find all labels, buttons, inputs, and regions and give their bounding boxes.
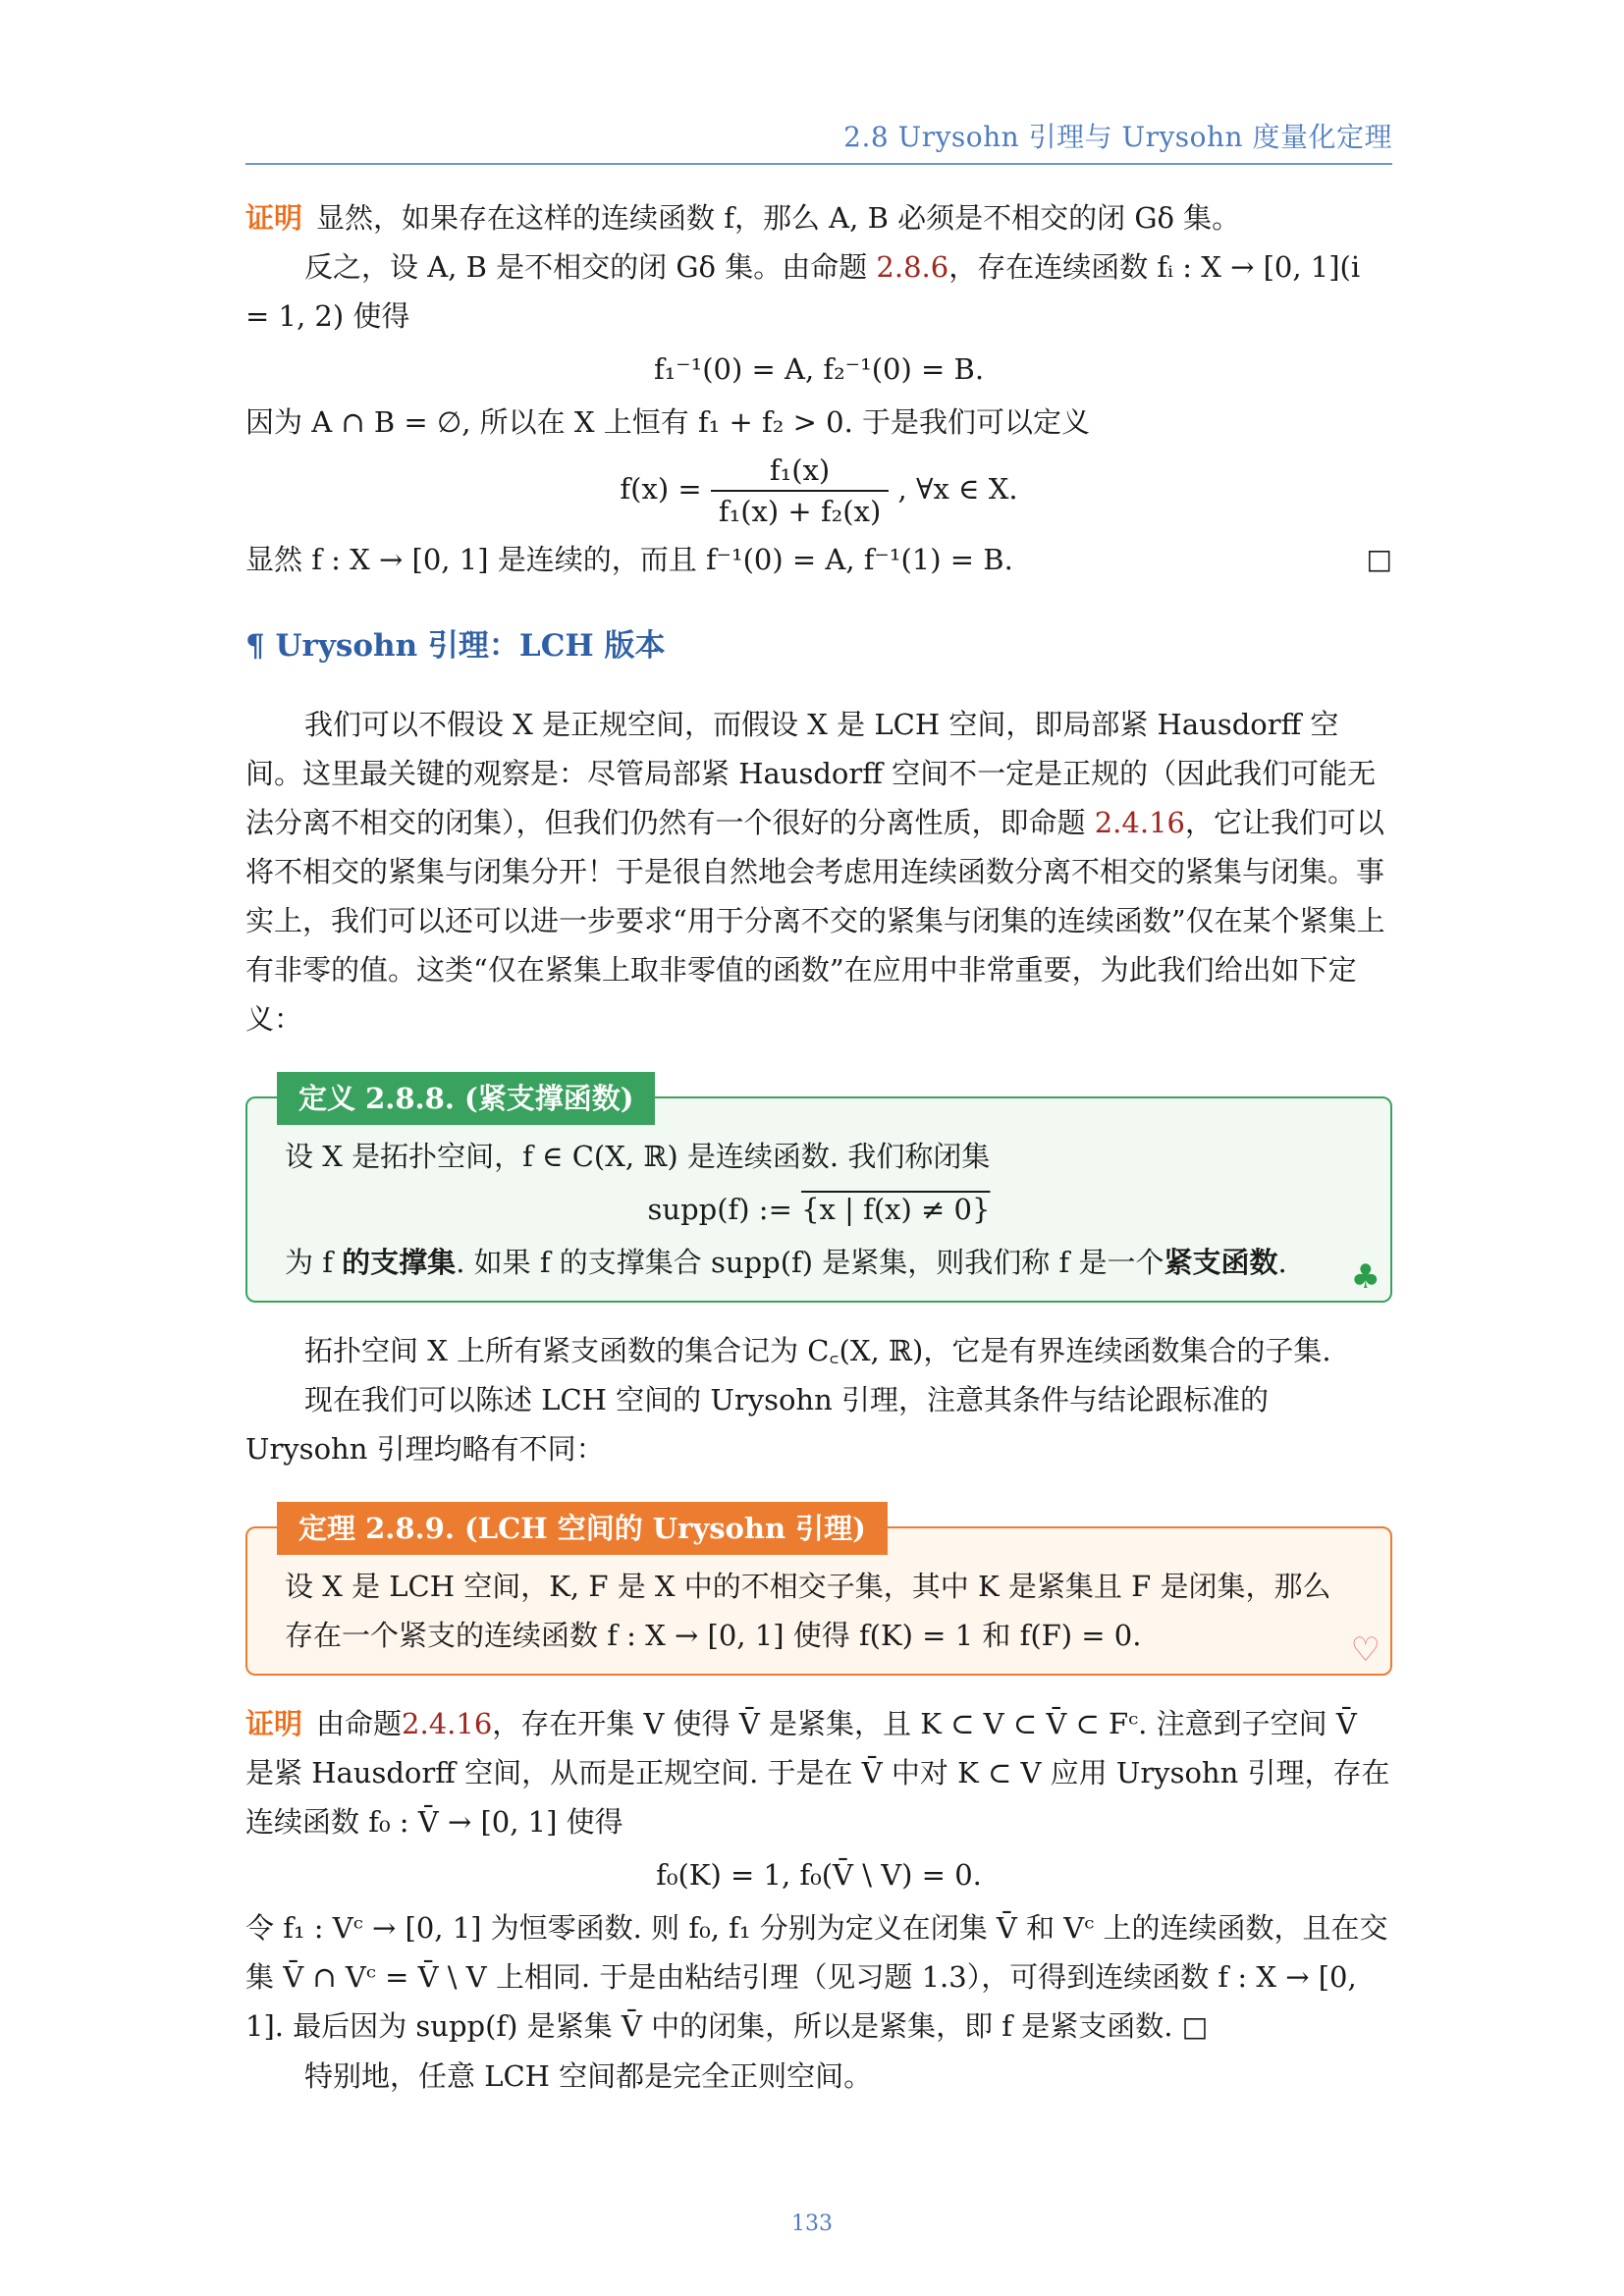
def-text-e: . (1277, 1246, 1287, 1279)
theorem-title: 定理 2.8.9. (LCH 空间的 Urysohn 引理) (277, 1502, 888, 1555)
paragraph-cc-space: 拓扑空间 X 上所有紧支函数的集合记为 C꜀(X, ℝ)，它是有界连续函数集合的子集. (304, 1334, 1331, 1367)
term-support-set: 的支撑集 (342, 1246, 457, 1279)
fraction-denominator: f₁(x) + f₂(x) (718, 495, 882, 528)
proof1-line2-pre: 反之，设 A, B 是不相交的闭 Gδ 集。由命题 (304, 250, 877, 284)
support-lhs: supp(f) := (647, 1193, 802, 1226)
prop-ref-2-4-16[interactable]: 2.4.16 (402, 1707, 493, 1740)
proof-label: 证明 (245, 201, 303, 235)
closure-set: {x | f(x) ≠ 0} (801, 1193, 991, 1226)
term-compact-support: 紧支函数 (1164, 1246, 1278, 1279)
definition-line2 (285, 1238, 1353, 1287)
def-text-c: . 如果 f 的支撑集合 supp(f) 是紧集，则我们称 f 是一个 (456, 1246, 1164, 1279)
page-content (245, 193, 1392, 2101)
theorem-text: 设 X 是 LCH 空间，K, F 是 X 中的不相交子集，其中 K 是紧集且 F 是闭集，那么存在一个紧支的连续函数 f : X → [0, 1] 使得 f(K) = 1 和 f(F) = 0. (285, 1570, 1331, 1652)
proof2-line2-text: 令 f₁ : Vᶜ → [0, 1] 为恒零函数. 则 f₀, f₁ 分别为定义在闭集 V̄ 和 Vᶜ 上的连续函数，且在交集 V̄ ∩ Vᶜ = V̄ \ V 上相同. 于是由粘结引理（见习题 1.3），可得到连续函数 f : X → [0, 1]. 最后因为 supp(f) 是紧集 V̄ 中的闭集，所以是紧集，即 f 是紧支函数. (245, 1911, 1388, 2043)
equation-preimages: f₁⁻¹(0) = A, f₂⁻¹(0) = B. (653, 352, 985, 386)
section-title: ¶ Urysohn 引理：LCH 版本 (245, 628, 666, 664)
equation-f0: f₀(K) = 1, f₀(V̄ \ V) = 0. (656, 1858, 982, 1892)
para1-pre: 我们可以不假设 X 是正规空间，而假设 X 是 LCH 空间，即局部紧 Hausdorff 空间。这里最关键的观察是：尽管局部紧 Hausdorff 空间不一定是正规的（因此我们可能无法分离不相交的闭集），但我们仍然有一个很好的分离性质，即命题 (245, 708, 1377, 839)
proof2-line2 (245, 1903, 1392, 2052)
heart-icon: ♡ (1350, 1630, 1380, 1670)
club-icon: ♣ (1350, 1257, 1380, 1297)
proof1-line2-post: ，存在连续函数 fᵢ : X → [0, 1](i = 1, 2) 使得 (245, 250, 1361, 333)
running-header: 2.8 Urysohn 引理与 Urysohn 度量化定理 (843, 121, 1392, 153)
paragraph-lch-urysohn: 现在我们可以陈述 LCH 空间的 Urysohn 引理，注意其条件与结论跟标准的 Urysohn 引理均略有不同： (245, 1383, 1269, 1466)
proof2-pre: 由命题 (316, 1707, 403, 1740)
header-rule (245, 163, 1392, 165)
qed-symbol: □ (1366, 543, 1392, 575)
fraction-numerator: f₁(x) (711, 451, 889, 492)
proof1-line4-text: 显然 f : X → [0, 1] 是连续的，而且 f⁻¹(0) = A, f⁻¹(1) = B. (245, 543, 1013, 576)
def-text-a: 为 f (285, 1246, 343, 1279)
qed-symbol: □ (1181, 2010, 1209, 2043)
proof1-line4 (245, 535, 1392, 584)
proof2-post: ，存在开集 V 使得 V̄ 是紧集，且 K ⊂ V ⊂ V̄ ⊂ Fᶜ. 注意到子空间 V̄ 是紧 Hausdorff 空间，从而是正规空间. 于是在 V̄ 中对 K ⊂ V 应用 Urysohn 引理，存在连续函数 f₀ : V̄ → [0, 1] 使得 (245, 1707, 1390, 1839)
paragraph-intro (245, 700, 1392, 1043)
page-number: 133 (791, 2212, 833, 2236)
proof1-line1 (245, 193, 1392, 242)
proof2-para (245, 1699, 1392, 1846)
definition-box (245, 1082, 1392, 1303)
theorem-box (245, 1512, 1392, 1676)
proof1-text: 显然，如果存在这样的连续函数 f，那么 A, B 必须是不相交的闭 Gδ 集。 (316, 201, 1241, 235)
proof1-line2 (245, 242, 1392, 341)
proof1-line3: 因为 A ∩ B = ∅, 所以在 X 上恒有 f₁ + f₂ > 0. 于是我们可以定义 (245, 405, 1091, 439)
definition-line1: 设 X 是拓扑空间，f ∈ C(X, ℝ) 是连续函数. 我们称闭集 (285, 1140, 991, 1173)
definition-title: 定义 2.8.8. (紧支撑函数) (277, 1072, 655, 1125)
paragraph-conclusion: 特别地，任意 LCH 空间都是完全正则空间。 (304, 2059, 873, 2093)
fraction (711, 451, 889, 531)
proof-label: 证明 (245, 1707, 303, 1740)
equation-f-definition (245, 451, 1392, 531)
eq2-lhs: f(x) = (620, 472, 702, 506)
prop-ref-2-4-16[interactable]: 2.4.16 (1094, 806, 1185, 839)
support-equation (285, 1185, 1353, 1234)
prop-ref-2-8-6[interactable]: 2.8.6 (876, 250, 949, 284)
para1-post: ，它让我们可以将不相交的紧集与闭集分开！于是很自然地会考虑用连续函数分离不相交的紧集与闭集。事实上，我们可以还可以进一步要求“用于分离不交的紧集与闭集的连续函数”仅在某个紧集上有非零的值。这类“仅在紧集上取非零值的函数”在应用中非常重要，为此我们给出如下定义： (245, 806, 1385, 1036)
eq2-rhs: , ∀x ∈ X. (897, 472, 1018, 506)
